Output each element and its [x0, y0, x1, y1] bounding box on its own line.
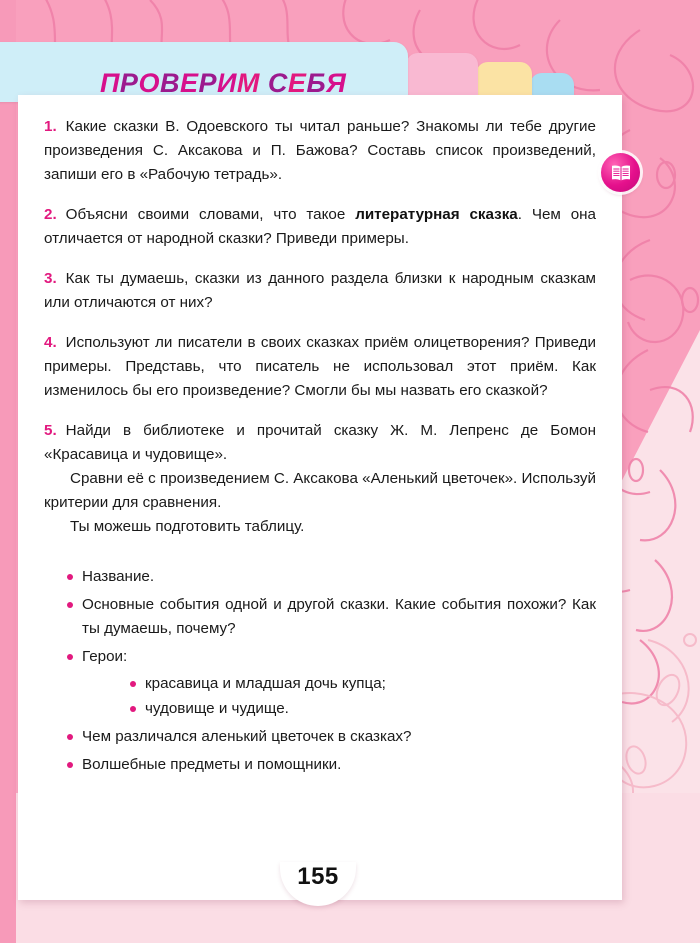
page-title-letter: И: [216, 68, 237, 99]
page-title-letter: О: [138, 68, 160, 99]
list-item: [66, 645, 596, 721]
content-body: [44, 115, 596, 793]
list-item-label: Волшебные предметы и помощники.: [82, 756, 342, 773]
question-5-text: Найди в библиотеке и прочитай сказку Ж. М. Лепренс де Бомон «Красавица и чудовище».: [44, 422, 596, 463]
page-title-letter: Е: [287, 68, 307, 99]
page-title-letter: М: [236, 68, 260, 99]
question-1-number: 1.: [44, 118, 57, 135]
page-title-letter: С: [267, 68, 288, 99]
list-item-label: чудовище и чудище.: [145, 700, 289, 717]
list-item-label: Название.: [82, 568, 155, 585]
page-title-letter: Р: [198, 68, 217, 99]
book-spine: [0, 0, 16, 943]
page-number: 155: [297, 863, 339, 890]
page-title-letter: П: [100, 68, 120, 99]
question-2: [44, 203, 596, 251]
question-5-paragraph-3: Ты можешь подготовить таблицу.: [70, 518, 305, 535]
page-title-letter: Е: [179, 68, 199, 99]
list-item: [66, 753, 596, 777]
question-4-text: Используют ли писатели в своих сказках приём олицетворения? Приведи примеры. Представь, что писатель не использовал этот приём. Как изменилось бы его произведение? Смогли бы мы назвать его сказкой?: [44, 334, 596, 399]
list-item-label: Основные события одной и другой сказки. Какие события похожи? Как ты думаешь, почему?: [82, 596, 596, 637]
question-1-text: Какие сказки В. Одоевского ты читал раньше? Знакомы ли тебе другие произведения С. Аксакова и П. Бажова? Составь список произведений, запиши его в «Рабочую тетрадь».: [44, 118, 596, 183]
question-2-bold-term: литературная сказка: [355, 206, 518, 223]
list-item-label: красавица и младшая дочь купца;: [145, 675, 386, 692]
page-title: [100, 70, 346, 97]
page-title-letter: Р: [119, 68, 139, 99]
content-card: [18, 95, 622, 900]
question-2-text-after: . Чем она отличается от народной сказки? Приведи примеры.: [44, 206, 596, 247]
heroes-sublist: [130, 671, 596, 721]
list-item: [130, 671, 596, 696]
list-item: [66, 725, 596, 749]
question-2-number: 2.: [44, 206, 57, 223]
question-3: [44, 267, 596, 315]
comparison-criteria-list: [66, 565, 596, 777]
question-5: [44, 419, 596, 539]
list-item: [66, 565, 596, 589]
question-5-paragraph-2: Сравни её с произведением С. Аксакова «Аленький цветочек». Используй критерии для сравнения.: [44, 470, 596, 511]
question-3-text: Как ты думаешь, сказки из данного раздела близки к народным сказкам или отличаются от них?: [44, 270, 596, 311]
question-5-number: 5.: [44, 422, 57, 439]
list-item: [66, 593, 596, 641]
list-item-label: Чем различался аленький цветочек в сказках?: [82, 728, 412, 745]
list-item-label: Герои:: [82, 648, 128, 665]
list-item: [130, 696, 596, 721]
question-1: [44, 115, 596, 187]
page-title-letter: В: [159, 68, 180, 99]
question-2-text-before: Объясни своими словами, что такое: [65, 206, 356, 223]
page-title-letter: [260, 70, 268, 97]
open-book-icon[interactable]: [601, 153, 640, 192]
question-4-number: 4.: [44, 334, 57, 351]
page-title-letter: Б: [306, 68, 327, 99]
question-3-number: 3.: [44, 270, 57, 287]
page-title-letter: Я: [326, 68, 347, 99]
question-4: [44, 331, 596, 403]
